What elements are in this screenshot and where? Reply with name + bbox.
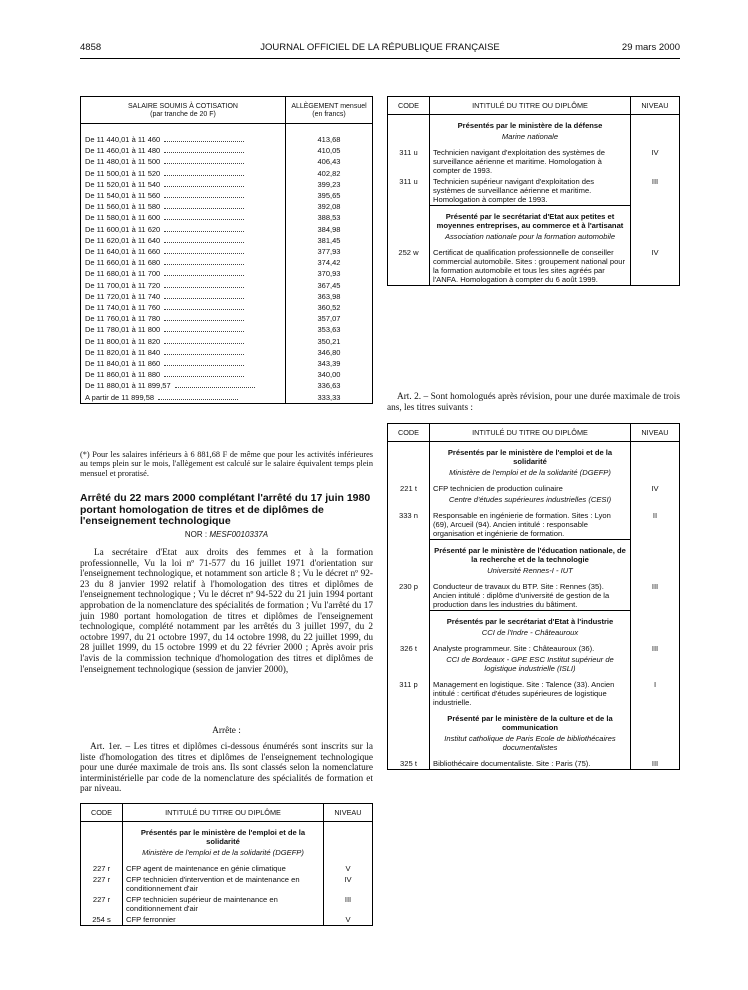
allowance-value: 374,42 (286, 257, 373, 268)
diploma-code: 221 t (388, 483, 430, 494)
leader-dots (164, 369, 244, 377)
leader-dots (164, 347, 244, 355)
diploma-level: V (324, 914, 373, 926)
salary-column-header: SALAIRE SOUMIS À COTISATION (par tranche de 20 F) (81, 97, 286, 124)
diploma-title: Présentés par le ministère de l'emploi et de la solidarité (140, 828, 306, 846)
diploma-code (388, 231, 430, 247)
diploma-title: CCI de l'Indre - Châteauroux (481, 628, 579, 637)
allowance-value: 340,00 (286, 369, 373, 380)
diploma-title: Institut catholique de Paris Ecole de bibliothécaires documentalistes (444, 734, 616, 752)
code-header: CODE (388, 424, 430, 442)
salary-range: De 11 700,01 à 11 720 (81, 280, 286, 291)
salary-range: De 11 520,01 à 11 540 (81, 179, 286, 190)
diploma-title: Ministère de l'emploi et de la solidarité (DGEFP) (142, 848, 304, 857)
diploma-title: Conducteur de travaux du BTP. Site : Rennes (35). Ancien intitulé : diplôme d'université de gestion de la production dans les industries du bâtiment. (433, 582, 610, 609)
diploma-level (631, 733, 680, 758)
institution-heading (388, 231, 680, 247)
allowance-value: 384,98 (286, 224, 373, 235)
allowance-value: 367,45 (286, 280, 373, 291)
diploma-level (631, 231, 680, 247)
salary-row (81, 358, 373, 369)
salary-row (81, 212, 373, 223)
salary-row (81, 201, 373, 212)
leader-dots (164, 324, 244, 332)
arrete-title: Arrêté du 22 mars 2000 complétant l'arrêté du 17 juin 1980 portant homologation de titres et de diplômes de l'enseignement technologique (80, 492, 371, 527)
diploma-title: Présentés par le ministère de l'emploi et de la solidarité (447, 448, 613, 466)
salary-range: De 11 720,01 à 11 740 (81, 291, 286, 302)
diploma-code: 230 p (388, 581, 430, 611)
diploma-level: IV (631, 483, 680, 494)
leader-dots (164, 358, 244, 366)
salary-range: De 11 660,01 à 11 680 (81, 257, 286, 268)
institution-heading (388, 627, 680, 643)
level-header: NIVEAU (631, 424, 680, 442)
allowance-value: 381,45 (286, 235, 373, 246)
diploma-title: CCI de Bordeaux - GPE ESC Institut supérieur de logistique industrielle (ISLI) (446, 655, 614, 673)
salary-range: De 11 680,01 à 11 700 (81, 268, 286, 279)
title-header: INTITULÉ DU TITRE OU DIPLÔME (123, 804, 324, 822)
salary-row (81, 324, 373, 335)
institution-heading (388, 467, 680, 483)
diploma-row (81, 894, 373, 914)
diploma-title: Marine nationale (501, 132, 559, 141)
diploma-title: CFP technicien d'intervention et de maintenance en conditionnement d'air (126, 875, 300, 893)
diploma-title: Université Rennes-I - IUT (487, 566, 573, 575)
diploma-code: 311 u (388, 176, 430, 206)
allowance-value: 346,80 (286, 347, 373, 358)
allowance-value: 377,93 (286, 246, 373, 257)
diploma-title: Technicien navigant d'exploitation des systèmes de surveillance aérienne et maritime. Homologation à compter de 1993. (433, 148, 605, 175)
page-number: 4858 (80, 42, 102, 53)
salary-row (81, 302, 373, 313)
diploma-title: Présentés par le ministère de la défense (457, 121, 603, 130)
diploma-level: III (631, 643, 680, 654)
diploma-row (388, 581, 680, 611)
leader-dots (164, 201, 244, 209)
institution-heading (81, 847, 373, 863)
diplomas-table-right-bottom (387, 423, 680, 770)
diploma-code: 311 u (388, 147, 430, 176)
salary-range: De 11 440,01 à 11 460 (81, 124, 286, 146)
allowance-value: 333,33 (286, 392, 373, 404)
ministry-heading (388, 708, 680, 733)
leader-dots (164, 156, 244, 164)
diploma-row (388, 176, 680, 206)
institution-heading (388, 494, 680, 510)
arrete-body: La secrétaire d'Etat aux droits des femmes et à la formation professionnelle, Vu la loi nº 71-577 du 16 juillet 1971 d'orientation sur l'enseignement technologique, et notamment son article 8 ; Vu le décret nº 92-23 du 8 janvier 1992 relatif à l'homologation des titres et diplômes de l'enseignement technologique ; Vu le décret nº 94-522 du 21 juin 1994 portant approbation de la nomenclature des spécialités de formation ; Vu l'arrêté du 17 juin 1980 portant homologation de titres et diplômes de l'enseignement technologique, complété notamment par les arrêtés du 3 juillet 1997, du 2 octobre 1997, du 21 octobre 1997, du 14 octobre 1998, du 22 juillet 1999, du 28 juillet 1999, du 15 octobre 1999 et du 22 février 2000 ; Après avoir pris l'avis de la commission technique d'homologation des titres et diplômes de l'enseignement technologique (session de janvier 2000), (80, 548, 373, 675)
institution-heading (388, 654, 680, 679)
leader-dots (175, 380, 255, 388)
leader-dots (164, 336, 244, 344)
allowance-value: 363,98 (286, 291, 373, 302)
salary-row (81, 280, 373, 291)
diploma-level: IV (631, 147, 680, 176)
allowance-value: 413,68 (286, 124, 373, 146)
diploma-title: Responsable en ingénierie de formation. Sites : Lyon (69), Arcueil (94). Ancien intitulé : responsable organisation et ingénierie de formation. (433, 511, 611, 538)
allowance-value: 392,08 (286, 201, 373, 212)
diploma-code (81, 847, 123, 863)
diploma-title: CFP technicien supérieur de maintenance en conditionnement d'air (126, 895, 278, 913)
salary-row (81, 291, 373, 302)
diploma-level (631, 540, 680, 566)
ministry-heading (81, 822, 373, 848)
diploma-title: CFP ferronnier (126, 915, 176, 924)
diploma-code (388, 131, 430, 147)
allowance-value: 410,05 (286, 145, 373, 156)
diploma-title: Ministère de l'emploi et de la solidarité (DGEFP) (449, 468, 611, 477)
diploma-level (631, 115, 680, 132)
salary-range: De 11 780,01 à 11 800 (81, 324, 286, 335)
ministry-heading (388, 442, 680, 468)
article-2: Art. 2. – Sont homologués après révision, pour une durée maximale de trois ans, les titres suivants : (387, 392, 680, 413)
salary-row (81, 268, 373, 279)
leader-dots (164, 224, 244, 232)
diploma-level: III (631, 176, 680, 206)
leader-dots (164, 212, 244, 220)
diploma-code: 333 n (388, 510, 430, 540)
diploma-code (388, 708, 430, 733)
salary-row (81, 347, 373, 358)
salary-range: De 11 620,01 à 11 640 (81, 235, 286, 246)
diploma-level (324, 847, 373, 863)
diploma-code (388, 540, 430, 566)
diploma-level: IV (324, 874, 373, 894)
diploma-code (388, 442, 430, 468)
leader-dots (164, 179, 244, 187)
footnote: (*) Pour les salaires inférieurs à 6 881,68 F de même que pour les activités inférieures au temps plein sur le mois, l'allègement est calculé sur le salaire équivalent temps plein mensuel et proratisé. (80, 450, 373, 478)
diploma-title: Management en logistique. Site : Talence (33). Ancien intitulé : certificat d'études supérieures de logistique industrielle. (433, 680, 615, 707)
diploma-level: V (324, 863, 373, 874)
institution-heading (388, 131, 680, 147)
ministry-heading (388, 206, 680, 232)
leader-dots (164, 268, 244, 276)
salary-range: De 11 540,01 à 11 560 (81, 190, 286, 201)
allowance-value: 350,21 (286, 336, 373, 347)
diploma-title: Certificat de qualification professionnelle de conseiller commercial automobile. Sites : groupement national pour la formation automobile et tous les sites agréés par l'ANFA. Homologation à compter du 6 août 1999. (433, 248, 626, 284)
diploma-title: Analyste programmeur. Site : Châteauroux (36). (433, 644, 595, 653)
allowance-value: 336,63 (286, 380, 373, 391)
leader-dots (164, 313, 244, 321)
salary-row (81, 156, 373, 167)
leader-dots (164, 246, 244, 254)
diploma-code (388, 654, 430, 679)
diploma-code (388, 565, 430, 581)
diploma-level (631, 654, 680, 679)
salary-range: De 11 600,01 à 11 620 (81, 224, 286, 235)
diploma-title: CFP technicien de production culinaire (433, 484, 563, 493)
diploma-level (631, 708, 680, 733)
leader-dots (164, 257, 244, 265)
diploma-level (631, 494, 680, 510)
title-header: INTITULÉ DU TITRE OU DIPLÔME (430, 97, 631, 115)
salary-range: De 11 460,01 à 11 480 (81, 145, 286, 156)
diploma-code (388, 627, 430, 643)
diploma-row (388, 147, 680, 176)
diploma-level (324, 822, 373, 848)
diplomas-table-left (80, 803, 373, 926)
diploma-row (388, 247, 680, 286)
diploma-code (388, 206, 430, 232)
diploma-row (388, 643, 680, 654)
code-header: CODE (81, 804, 123, 822)
diploma-level (631, 611, 680, 628)
diploma-code (388, 611, 430, 628)
salary-range: De 11 760,01 à 11 780 (81, 313, 286, 324)
salary-row (81, 190, 373, 201)
leader-dots (164, 190, 244, 198)
allowance-value: 395,65 (286, 190, 373, 201)
leader-dots (164, 235, 244, 243)
arrete-decision: Arrête : (212, 726, 241, 736)
salary-range: De 11 640,01 à 11 660 (81, 246, 286, 257)
diploma-row (81, 914, 373, 926)
leader-dots (164, 280, 244, 288)
salary-row (81, 124, 373, 146)
salary-range: A partir de 11 899,58 (81, 392, 286, 404)
diploma-code (388, 467, 430, 483)
diploma-level (631, 565, 680, 581)
diploma-title: Présenté par le secrétariat d'Etat aux petites et moyennes entreprises, au commerce et à l'artisanat (430, 206, 631, 232)
diploma-code: 252 w (388, 247, 430, 286)
leader-dots (164, 145, 244, 153)
allowance-value: 399,23 (286, 179, 373, 190)
allowance-column-header: ALLÈGEMENT mensuel (en francs) (286, 97, 373, 124)
diploma-level: I (631, 679, 680, 708)
salary-row (81, 369, 373, 380)
ministry-heading (388, 115, 680, 132)
diploma-code (81, 822, 123, 848)
salary-row (81, 235, 373, 246)
salary-range: De 11 860,01 à 11 880 (81, 369, 286, 380)
diploma-level (631, 206, 680, 232)
diploma-row (388, 510, 680, 540)
diplomas-table-right-top (387, 96, 680, 286)
issue-date: 29 mars 2000 (621, 42, 680, 53)
allowance-value: 360,52 (286, 302, 373, 313)
allowance-value: 343,39 (286, 358, 373, 369)
diploma-code: 227 r (81, 863, 123, 874)
diploma-title: CFP agent de maintenance en génie climatique (126, 864, 286, 873)
level-header: NIVEAU (324, 804, 373, 822)
salary-range: De 11 740,01 à 11 760 (81, 302, 286, 313)
salary-range: De 11 560,01 à 11 580 (81, 201, 286, 212)
salary-row (81, 392, 373, 404)
diploma-row (388, 758, 680, 770)
diploma-title: Association nationale pour la formation automobile (444, 232, 616, 241)
title-header: INTITULÉ DU TITRE OU DIPLÔME (430, 424, 631, 442)
allowance-value: 370,93 (286, 268, 373, 279)
code-header: CODE (388, 97, 430, 115)
leader-dots (164, 302, 244, 310)
diploma-title: Présenté par le ministère de l'éducation nationale, de la recherche et de la technologie (430, 540, 631, 566)
ministry-heading (388, 611, 680, 628)
diploma-code: 227 r (81, 874, 123, 894)
diploma-row (81, 874, 373, 894)
salary-table (80, 96, 373, 404)
leader-dots (164, 168, 244, 176)
leader-dots (164, 134, 244, 142)
salary-range: De 11 580,01 à 11 600 (81, 212, 286, 223)
diploma-row (388, 679, 680, 708)
diploma-code (388, 115, 430, 132)
diploma-level: III (631, 758, 680, 770)
salary-row (81, 145, 373, 156)
diploma-code: 325 t (388, 758, 430, 770)
diploma-level (631, 442, 680, 468)
diploma-level: III (631, 581, 680, 611)
diploma-code (388, 733, 430, 758)
salary-range: De 11 820,01 à 11 840 (81, 347, 286, 358)
salary-row (81, 257, 373, 268)
diploma-level: IV (631, 247, 680, 286)
diploma-row (81, 863, 373, 874)
diploma-row (388, 483, 680, 494)
allowance-value: 402,82 (286, 168, 373, 179)
salary-row (81, 246, 373, 257)
article-1: Art. 1er. – Les titres et diplômes ci-dessous énumérés sont inscrits sur la liste d'homologation des titres et diplômes de l'enseignement technologique pour une durée maximale de trois ans. Ils sont classés selon la nomenclature interministérielle par code de la nomenclature des spécialités de formation et par niveau. (80, 742, 373, 795)
diploma-level (631, 627, 680, 643)
institution-heading (388, 565, 680, 581)
ministry-heading (388, 540, 680, 566)
journal-title: JOURNAL OFFICIEL DE LA RÉPUBLIQUE FRANÇAISE (260, 42, 500, 53)
level-header: NIVEAU (631, 97, 680, 115)
nor-reference: NOR : MESF0010337A (184, 530, 269, 539)
salary-row (81, 380, 373, 391)
diploma-title: Bibliothécaire documentaliste. Site : Paris (75). (433, 759, 591, 768)
salary-range: De 11 480,01 à 11 500 (81, 156, 286, 167)
diploma-level (631, 467, 680, 483)
salary-row (81, 336, 373, 347)
institution-heading (388, 733, 680, 758)
diploma-level (631, 131, 680, 147)
leader-dots (164, 291, 244, 299)
diploma-title: Technicien supérieur navigant d'exploitation des systèmes de surveillance aérienne et maritime. Homologation à compter de 1993. (433, 177, 595, 204)
allowance-value: 406,43 (286, 156, 373, 167)
diploma-code: 311 p (388, 679, 430, 708)
diploma-code: 227 r (81, 894, 123, 914)
allowance-value: 353,63 (286, 324, 373, 335)
diploma-code: 254 s (81, 914, 123, 926)
diploma-code: 326 t (388, 643, 430, 654)
salary-range: De 11 880,01 à 11 899,57 (81, 380, 286, 391)
diploma-level: II (631, 510, 680, 540)
salary-row (81, 313, 373, 324)
diploma-title: Présenté par le ministère de la culture et de la communication (447, 714, 613, 732)
salary-range: De 11 500,01 à 11 520 (81, 168, 286, 179)
salary-range: De 11 840,01 à 11 860 (81, 358, 286, 369)
diploma-code (388, 494, 430, 510)
leader-dots (158, 392, 238, 400)
diploma-title: Présentés par le secrétariat d'Etat à l'industrie (430, 611, 631, 628)
salary-row (81, 179, 373, 190)
diploma-level: III (324, 894, 373, 914)
header-rule (80, 58, 680, 59)
salary-row (81, 168, 373, 179)
salary-range: De 11 800,01 à 11 820 (81, 336, 286, 347)
salary-row (81, 224, 373, 235)
diploma-title: Centre d'études supérieures industrielles (CESI) (448, 495, 612, 504)
allowance-value: 388,53 (286, 212, 373, 223)
allowance-value: 357,07 (286, 313, 373, 324)
